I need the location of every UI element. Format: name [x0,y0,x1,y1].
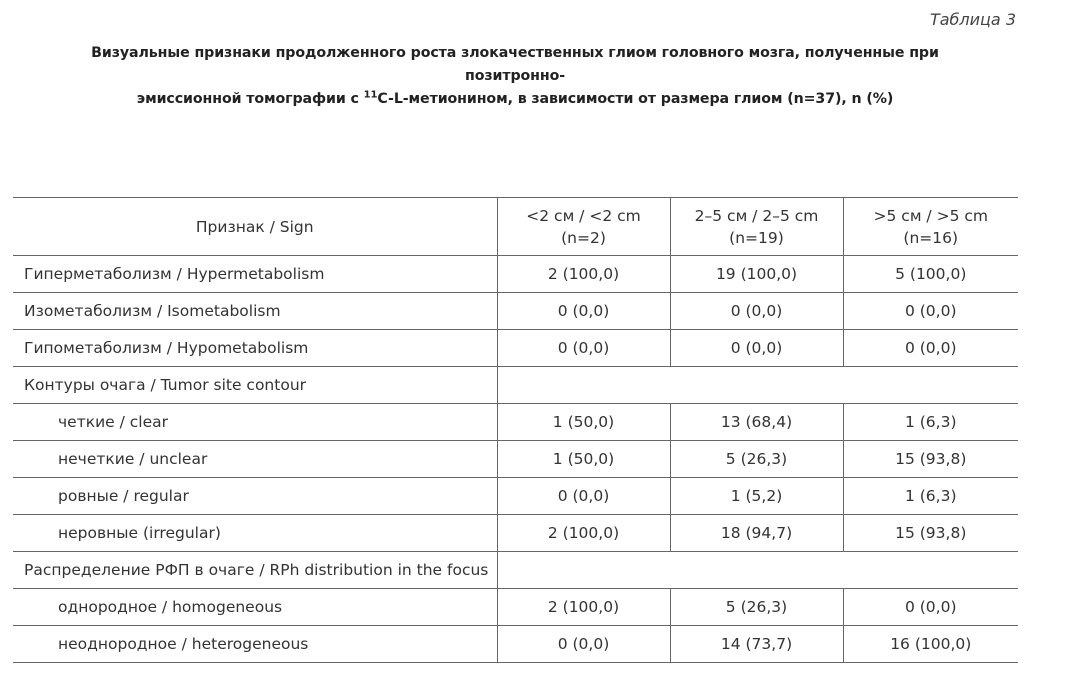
row-label-isometabolism: Изометаболизм / Isometabolism [13,293,497,330]
table-row [13,256,1018,293]
header-size-2-5cm-n: (n=19) [729,228,784,247]
table-cell: 0 (0,0) [843,293,1018,330]
table-row [13,330,1018,367]
table-row [13,515,1018,552]
header-size-2-5cm-range: 2–5 см / 2–5 cm [694,206,819,225]
table-cell: 0 (0,0) [843,330,1018,367]
table-row [13,589,1018,626]
row-label-homogeneous: однородное / homogeneous [13,589,497,626]
group-header-row [13,552,1018,589]
table-cell: 13 (68,4) [670,404,843,441]
header-size-under-2cm [497,198,670,256]
table-cell: 0 (0,0) [497,293,670,330]
table-row [13,293,1018,330]
table-cell: 0 (0,0) [497,626,670,663]
table-cell: 0 (0,0) [497,478,670,515]
header-size-over-5cm-n: (n=16) [903,228,959,247]
table-cell: 14 (73,7) [670,626,843,663]
table-cell: 15 (93,8) [843,515,1018,552]
header-size-2-5cm [670,198,843,256]
header-sign-label: Признак / Sign [195,217,314,236]
table-cell: 2 (100,0) [497,515,670,552]
table-cell: 1 (50,0) [497,404,670,441]
caption-line-2-end: C-L-метионином, в зависимости от размера глиом (n=37), n (%) [377,91,894,107]
table-cell: 5 (26,3) [670,441,843,478]
table-cell: 1 (6,3) [843,404,1018,441]
header-row [13,198,1018,256]
group-empty-cell [497,367,1018,404]
group-header-row [13,367,1018,404]
group-label-tumor-contour: Контуры очага / Tumor site contour [13,367,497,404]
table-cell: 1 (50,0) [497,441,670,478]
row-label-hypometabolism: Гипометаболизм / Hypometabolism [13,330,497,367]
table-cell: 5 (26,3) [670,589,843,626]
table-cell: 5 (100,0) [843,256,1018,293]
table-cell: 2 (100,0) [497,589,670,626]
table-caption [40,42,990,111]
table-cell: 18 (94,7) [670,515,843,552]
caption-isotope-superscript: 11 [363,89,378,101]
header-size-over-5cm-range: >5 см / >5 cm [873,206,988,225]
group-empty-cell [497,552,1018,589]
row-label-unclear: нечеткие / unclear [13,441,497,478]
row-label-hypermetabolism: Гиперметаболизм / Hypermetabolism [13,256,497,293]
caption-line-2-start: эмиссионной томографии с [136,91,364,107]
row-label-clear: четкие / clear [13,404,497,441]
table-row [13,404,1018,441]
table-row [13,626,1018,663]
table-cell: 0 (0,0) [670,293,843,330]
row-label-regular: ровные / regular [13,478,497,515]
row-label-irregular: неровные (irregular) [13,515,497,552]
table-cell: 0 (0,0) [843,589,1018,626]
header-size-under-2cm-range: <2 см / <2 cm [526,206,641,225]
table-cell: 2 (100,0) [497,256,670,293]
table-row [13,441,1018,478]
table-cell: 15 (93,8) [843,441,1018,478]
table-cell: 1 (6,3) [843,478,1018,515]
table-cell: 0 (0,0) [497,330,670,367]
table-cell: 16 (100,0) [843,626,1018,663]
table-cell: 0 (0,0) [670,330,843,367]
header-size-over-5cm [843,198,1018,256]
table-row [13,478,1018,515]
caption-line-1: Визуальные признаки продолженного роста злокачественных глиом головного мозга, полученные при позитронно- [91,45,939,84]
table-cell: 19 (100,0) [670,256,843,293]
group-label-rph-distribution: Распределение РФП в очаге / RPh distribution in the focus [13,552,497,589]
header-size-under-2cm-n: (n=2) [561,228,606,247]
header-sign [13,198,497,256]
data-table [13,197,1018,663]
row-label-heterogeneous: неоднородное / heterogeneous [13,626,497,663]
table-cell: 1 (5,2) [670,478,843,515]
table-number: Таблица 3 [929,10,1016,29]
